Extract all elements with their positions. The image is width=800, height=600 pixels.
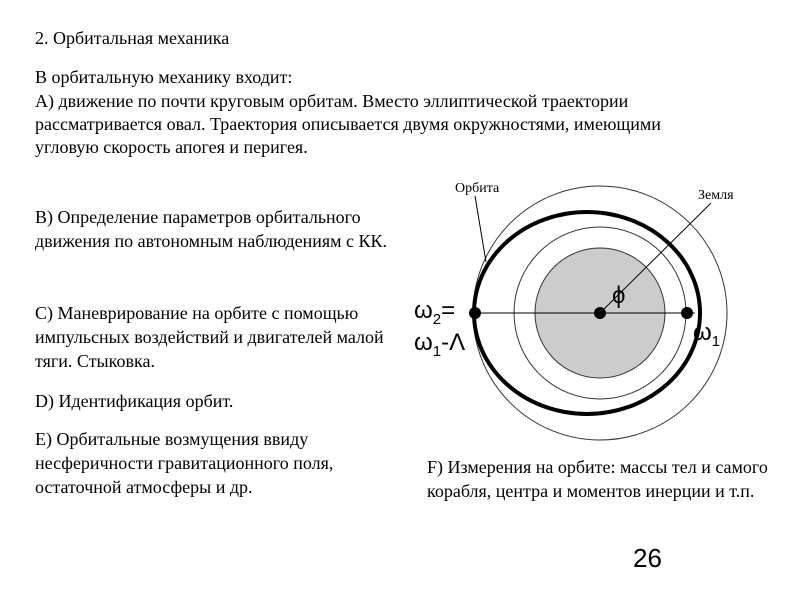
orbit-label: Орбита xyxy=(455,181,500,196)
center-dot xyxy=(594,307,606,319)
omega1-lambda-label xyxy=(414,329,465,360)
phi-label: ϕ xyxy=(612,282,626,309)
omega2-label xyxy=(414,297,455,328)
omega1-subscript: 1 xyxy=(711,333,721,350)
paragraph-c: С) Маневрирование на орбите с помощью импульсных воздействий и двигателей малой тяги. Стыковка. xyxy=(35,303,384,371)
paragraph-e: Е) Орбитальные возмущения ввиду несферичности гравитационного поля, остаточной атмосферы и др. xyxy=(35,429,334,497)
orbit-pointer-line xyxy=(475,196,486,262)
paragraph-b: В) Определение параметров орбитального движения по автономным наблюдениям с КК. xyxy=(35,207,388,251)
perigee-dot xyxy=(681,307,693,319)
paragraph-d: D) Идентификация орбит. xyxy=(35,391,234,411)
minus-lambda: -Λ xyxy=(441,329,466,356)
apogee-dot xyxy=(469,307,481,319)
omega2-symbol: ω xyxy=(414,297,433,324)
slide-heading: 2. Орбитальная механика xyxy=(35,28,230,48)
omega1-label xyxy=(693,319,720,350)
paragraph-f: F) Измерения на орбите: массы тел и самого корабля, центра и моментов инерции и т.п. xyxy=(427,457,768,501)
omega1-symbol: ω xyxy=(693,319,712,346)
page-number: 26 xyxy=(633,543,662,573)
omega2-subscript: 2 xyxy=(432,311,442,328)
earth-label: Земля xyxy=(698,188,734,203)
omega1b-subscript: 1 xyxy=(432,343,442,360)
omega1b-symbol: ω xyxy=(414,329,433,356)
omega2-equals: = xyxy=(441,297,456,324)
paragraph-a: А) движение по почти круговым орбитам. Вместо эллиптической траектории рассматривается овал. Траектория описывается двумя окружностями, имеющими угловую скорость апогея и перигея. xyxy=(35,91,661,157)
intro-title: В орбитальную механику входит: xyxy=(35,67,293,87)
